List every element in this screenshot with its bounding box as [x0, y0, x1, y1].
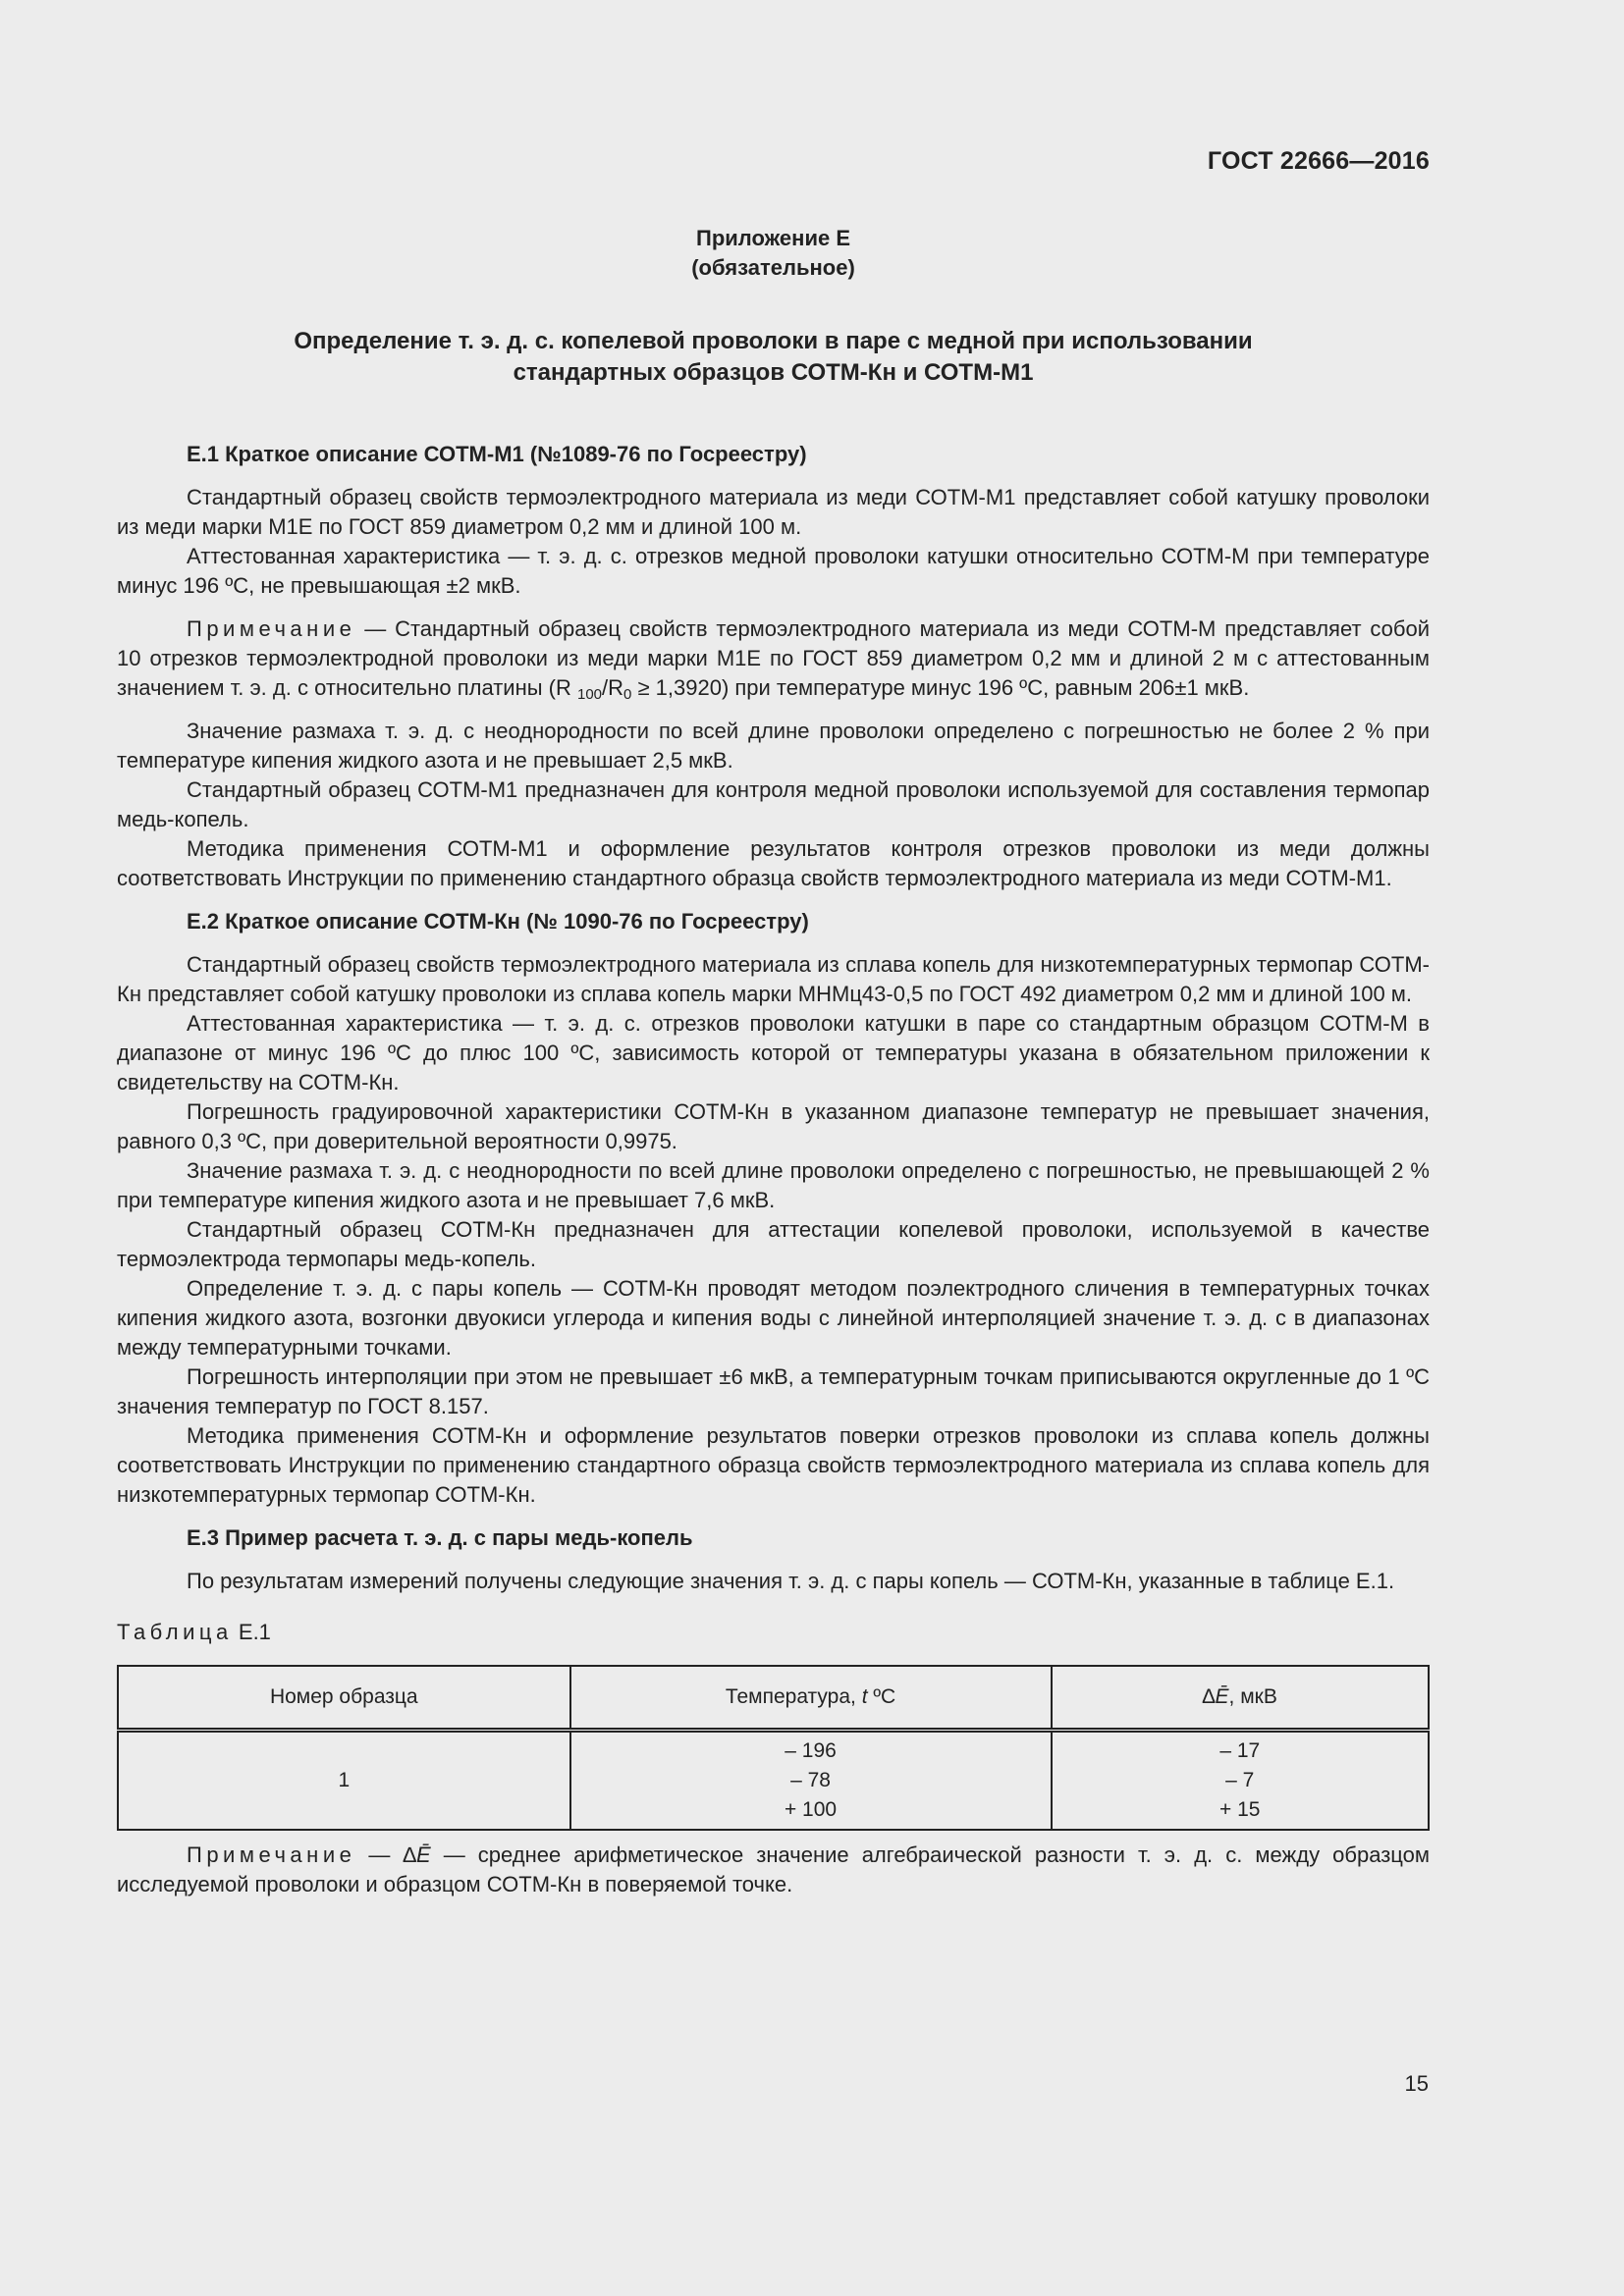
cell-temperatures: [570, 1731, 1052, 1831]
text-run: — среднее арифметическое значение алгебраической разности т. э. д. с. между образцом исследуемой проволоки и образцом СОТМ-Кн в поверяемой точке.: [117, 1842, 1430, 1896]
paragraph: [117, 1362, 1430, 1421]
text-run: Ē: [415, 1842, 431, 1867]
cell-sample: 1: [338, 1769, 351, 1791]
main-title-line1: Определение т. э. д. с. копелевой проволоки в паре с медной при использовании: [294, 328, 1253, 354]
table-note: [117, 1841, 1430, 1899]
table-header-row: [118, 1666, 1429, 1731]
temperature-value: – 78: [790, 1769, 831, 1791]
main-title: [117, 326, 1430, 389]
text-run: Стандартный образец свойств термоэлектродного материала из сплава копель для низкотемпературных термопар СОТМ-Кн представляет собой катушку проволоки из сплава копель марки МНМц43-0,5 по ГОСТ 492 диаметром 0,2 мм и длиной 100 м.: [117, 952, 1430, 1006]
paragraph: [117, 1009, 1430, 1097]
paragraph: [117, 775, 1430, 834]
header-temperature-text: Температура,: [725, 1685, 862, 1708]
paragraph: [117, 717, 1430, 775]
text-run: По результатам измерений получены следующие значения т. э. д. с пары копель — СОТМ-Кн, указанные в таблице Е.1.: [187, 1569, 1395, 1593]
text-run: Методика применения СОТМ-М1 и оформление результатов контроля отрезков проволоки из меди должны соответствовать Инструкции по применению стандартного образца свойств термоэлектродного материала из меди СОТМ-М1.: [117, 836, 1430, 890]
paragraph: [117, 1421, 1430, 1510]
text-run: Аттестованная характеристика — т. э. д. с. отрезков медной проволоки катушки относительно СОТМ-М при температуре минус 196 ºС, не превышающая ±2 мкВ.: [117, 544, 1430, 598]
table-row: [118, 1731, 1429, 1831]
text-run: Стандартный образец СОТМ-М1 предназначен для контроля медной проволоки используемой для составления термопар медь-копель.: [117, 777, 1430, 831]
note-paragraph: [117, 614, 1430, 703]
text-run: Погрешность градуировочной характеристики СОТМ-Кн в указанном диапазоне температур не превышает значения, равного 0,3 ºС, при доверительной вероятности 0,9975.: [117, 1099, 1430, 1153]
text-run: Значение размаха т. э. д. с неоднородности по всей длине проволоки определено с погрешностью, не превышающей 2 % при температуре кипения жидкого азота и не превышает 7,6 мкВ.: [117, 1158, 1430, 1212]
text-run: 100: [576, 686, 603, 703]
section-e1-heading: Е.1 Краткое описание СОТМ-М1 (№1089-76 по Госреестру): [187, 442, 807, 466]
text-run: Примечание: [187, 616, 356, 641]
header-temperature: [570, 1666, 1052, 1731]
paragraph: [117, 1215, 1430, 1274]
text-run: 0: [623, 686, 632, 703]
paragraph: [117, 1097, 1430, 1156]
header-delta-e: [1052, 1666, 1430, 1731]
delta-e-value: – 17: [1219, 1739, 1261, 1762]
text-run: /R: [602, 675, 624, 700]
text-run: — ∆: [355, 1842, 416, 1867]
header-sample-number: Номер образца: [118, 1666, 570, 1731]
paragraph: [117, 834, 1430, 893]
header-temperature-unit: ºС: [867, 1685, 896, 1708]
text-run: Стандартный образец СОТМ-Кн предназначен для аттестации копелевой проволоки, используемой в качестве термоэлектрода термопары медь-копель.: [117, 1217, 1430, 1271]
section-e3-heading: Е.3 Пример расчета т. э. д. с пары медь-копель: [187, 1525, 693, 1550]
text-run: Погрешность интерполяции при этом не превышает ±6 мкВ, а температурным точкам приписываются округленные до 1 ºС значения температур по ГОСТ 8.157.: [117, 1364, 1430, 1418]
page-number: 15: [1404, 2071, 1429, 2096]
table-label-number: Е.1: [238, 1620, 271, 1644]
header-temperature-var: t: [861, 1685, 868, 1708]
content-column: [117, 224, 1430, 1899]
table-label: [117, 1618, 1430, 1647]
appendix-status: (обязательное): [691, 255, 855, 280]
table-e1: [117, 1665, 1430, 1831]
text-run: Значение размаха т. э. д. с неоднородности по всей длине проволоки определено с погрешностью не более 2 % при температуре кипения жидкого азота и не превышает 2,5 мкВ.: [117, 719, 1430, 773]
paragraph: [117, 1156, 1430, 1215]
text-run: Примечание: [187, 1842, 356, 1867]
paragraph: [117, 1567, 1430, 1596]
appendix-title: Приложение Е: [696, 226, 850, 250]
text-run: Стандартный образец свойств термоэлектродного материала из меди СОТМ-М1 представляет собой катушку проволоки из меди марки М1Е по ГОСТ 859 диаметром 0,2 мм и длиной 100 м.: [117, 485, 1430, 539]
temperature-value: – 196: [785, 1739, 837, 1762]
section-e2-heading: Е.2 Краткое описание СОТМ-Кн (№ 1090-76 по Госреестру): [187, 909, 809, 934]
text-run: Аттестованная характеристика — т. э. д. с. отрезков проволоки катушки в паре со стандартным образцом СОТМ-М в диапазоне от минус 196 ºС до плюс 100 ºС, зависимость которой от температуры указана в обязательном приложении к свидетельству на СОТМ-Кн.: [117, 1011, 1430, 1095]
standard-code: ГОСТ 22666—2016: [1207, 147, 1430, 175]
temperature-value: + 100: [784, 1798, 838, 1821]
paragraph: [117, 542, 1430, 601]
table-label-word: Таблица: [117, 1620, 233, 1644]
paragraph: [117, 1274, 1430, 1362]
cell-delta-e: [1052, 1731, 1430, 1831]
paragraph: [117, 483, 1430, 542]
delta-e-value: – 7: [1225, 1769, 1255, 1791]
text-run: — Стандартный образец свойств термоэлектродного материала из меди СОТМ-М представляет собой 10 отрезков термоэлектродной проволоки из меди марки М1Е по ГОСТ 859 диаметром 0,2 мм и длиной 2 м с аттестованным значением т. э. д. с относительно платины (R: [117, 616, 1430, 700]
header-delta-unit: , мкВ: [1228, 1685, 1277, 1708]
header-delta-symbol: ∆: [1202, 1685, 1216, 1708]
header-delta-var: Ē: [1215, 1685, 1229, 1708]
text-run: Определение т. э. д. с пары копель — СОТМ-Кн проводят методом поэлектродного сличения в температурных точках кипения жидкого азота, возгонки двуокиси углерода и кипения воды с линейной интерполяцией значение т. э. д. с в диапазонах между температурными точками.: [117, 1276, 1430, 1360]
paragraph: [117, 950, 1430, 1009]
main-title-line2: стандартных образцов СОТМ-Кн и СОТМ-М1: [513, 359, 1034, 386]
delta-e-value: + 15: [1219, 1798, 1261, 1821]
text-run: Методика применения СОТМ-Кн и оформление результатов поверки отрезков проволоки из сплава копель должны соответствовать Инструкции по применению стандартного образца свойств термоэлектродного материала из сплава копель для низкотемпературных термопар СОТМ-Кн.: [117, 1423, 1430, 1507]
text-run: ≥ 1,3920) при температуре минус 196 ºС, равным 206±1 мкВ.: [631, 675, 1250, 700]
